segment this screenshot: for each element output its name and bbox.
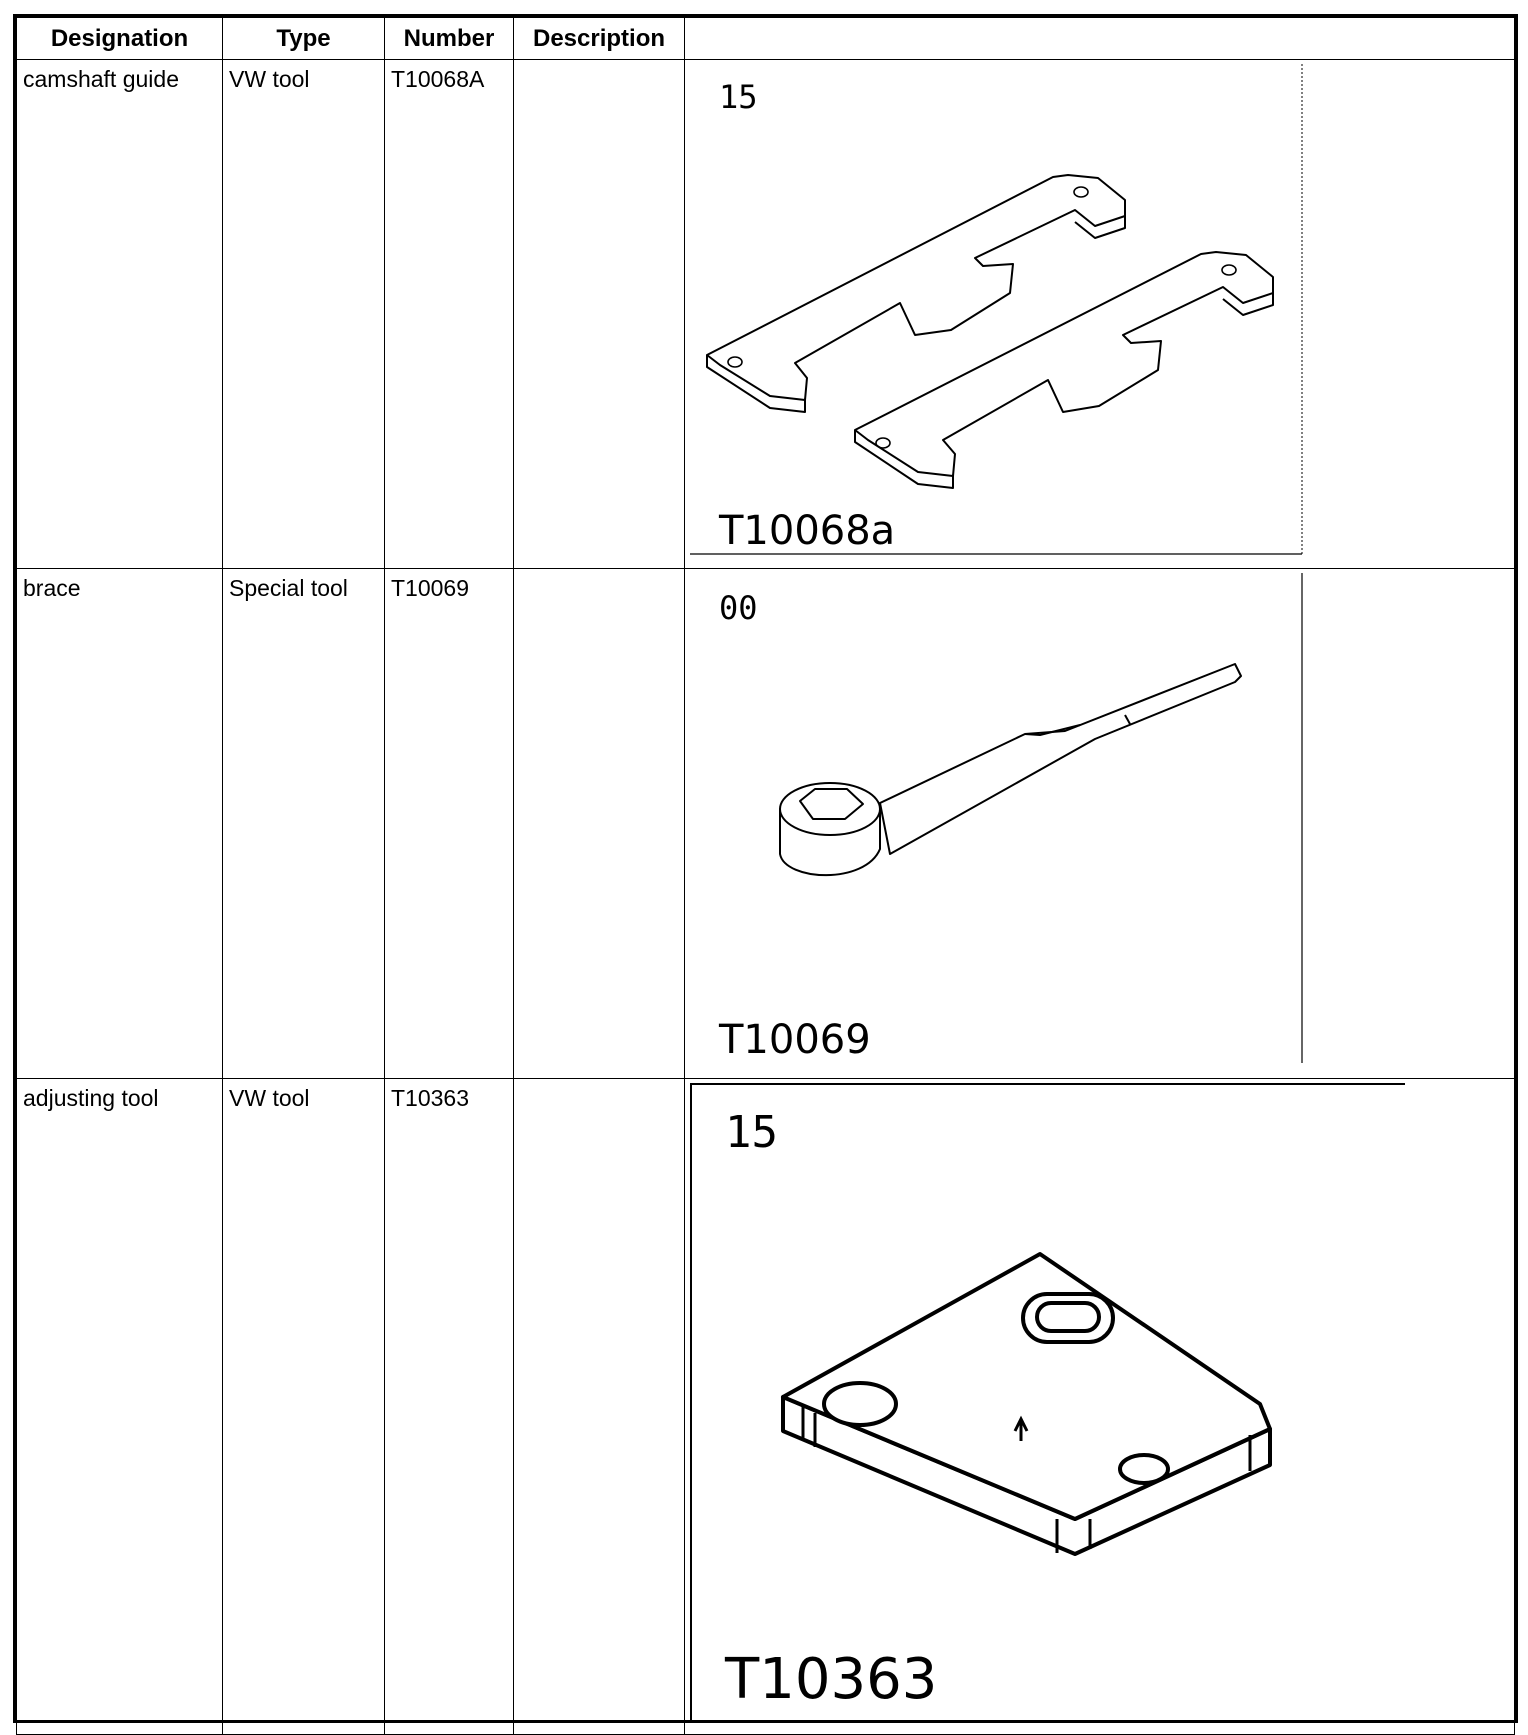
illustration-code: 15 <box>719 78 758 116</box>
special-tools-table-frame <box>13 14 1518 1723</box>
number-cell: T10363 <box>385 1079 514 1735</box>
column-header-designation: Designation <box>17 18 223 60</box>
type-cell: VW tool <box>223 60 385 569</box>
designation-cell: camshaft guide <box>17 60 223 569</box>
illustration-label: T10068a <box>719 508 896 554</box>
table-header-row <box>17 18 1515 60</box>
designation-cell: adjusting tool <box>17 1079 223 1735</box>
number-cell: T10069 <box>385 569 514 1079</box>
table-row <box>17 1079 1515 1735</box>
column-header-number: Number <box>385 18 514 60</box>
type-cell: Special tool <box>223 569 385 1079</box>
column-header-illustration <box>685 18 1515 60</box>
adjusting-plate-illustration <box>685 1079 1405 1729</box>
column-header-type: Type <box>223 18 385 60</box>
illustration-cell <box>685 1079 1515 1735</box>
illustration-code: 00 <box>719 589 758 627</box>
type-cell: VW tool <box>223 1079 385 1735</box>
illustration-code: 15 <box>725 1107 778 1158</box>
number-cell: T10068A <box>385 60 514 569</box>
illustration-cell <box>685 569 1515 1079</box>
illustration-cell <box>685 60 1515 569</box>
designation-cell: brace <box>17 569 223 1079</box>
column-header-description: Description <box>514 18 685 60</box>
camshaft-guide-plates-illustration <box>685 60 1305 560</box>
special-tools-table <box>16 17 1515 1735</box>
illustration-label: T10363 <box>725 1647 938 1712</box>
illustration-label: T10069 <box>719 1017 871 1063</box>
description-cell <box>514 569 685 1079</box>
socket-brace-wrench-illustration <box>685 569 1305 1069</box>
description-cell <box>514 1079 685 1735</box>
table-row <box>17 569 1515 1079</box>
description-cell <box>514 60 685 569</box>
table-row <box>17 60 1515 569</box>
